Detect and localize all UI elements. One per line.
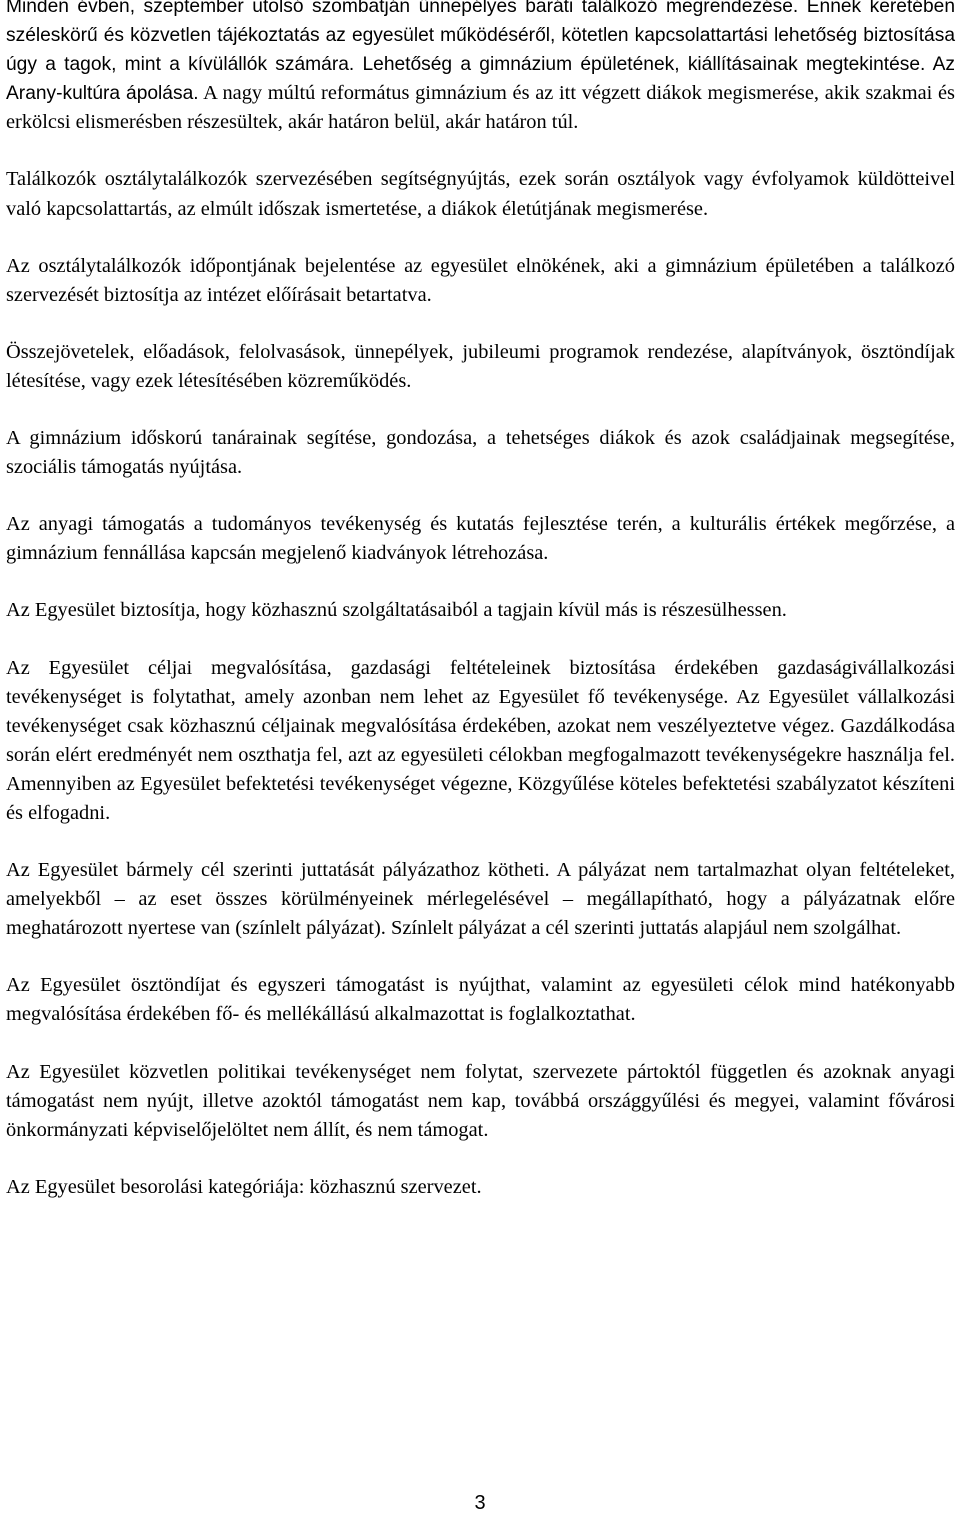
paragraph-scholarship: Az Egyesület ösztöndíjat és egyszeri támogatást is nyújthat, valamint az egyesületi célok mind hatékonyabb megvalósítása érdekében fő- és mellékállású alkalmazottat is foglalkoztathat. xyxy=(6,974,955,1026)
paragraph-public-benefit: Az Egyesület biztosítja, hogy közhasznú szolgáltatásaiból a tagjain kívül más is részesülhessen. xyxy=(6,599,787,622)
page-number: 3 xyxy=(474,1492,486,1514)
paragraph-tender: Az Egyesület bármely cél szerinti juttatását pályázathoz kötheti. A pályázat nem tartalmazhat olyan feltételeket, amelyekből – az eset összes körülményeinek mérlegelésével – megállapítható, hogy a pályázatnak előre meghatározott nyertese van (színlelt pályázat). Színlelt pályázat a cél szerinti juttatás alapjául nem szolgálhat. xyxy=(6,859,955,940)
paragraph-financial-support: Az anyagi támogatás a tudományos tevékenység és kutatás fejlesztése terén, a kulturális értékek megőrzése, a gimnázium fennállása kapcsán megjelenő kiadványok létrehozása. xyxy=(6,513,955,565)
paragraph-annual-meeting xyxy=(6,0,955,137)
paragraph-gatherings: Összejövetelek, előadások, felolvasások, ünnepélyek, jubileumi programok rendezése, alapítványok, ösztöndíjak létesítése, vagy ezek létesítésében közreműködés. xyxy=(6,340,955,392)
paragraph-annual-meeting-serif-part: A nagy múltú református gimnázium és az itt végzett diákok megismerése, akik szakmai és erkölcsi elismerésben részesültek, akár határon belül, akár határon túl. xyxy=(6,82,955,134)
paragraph-business-activity: Az Egyesület céljai megvalósítása, gazdasági feltételeinek biztosítása érdekében gazdaságivállalkozási tevékenységet is folytathat, amely azonban nem lehet az Egyesület fő tevékenysége. Az Egyesület vállalkozási tevékenységet csak közhasznú céljainak megvalósítása érdekében, azokat nem veszélyeztetve végez. Gazdálkodása során elért eredményét nem oszthatja fel, azt az egyesületi célokban megfogalmazott tevékenységekre használja fel. Amennyiben az Egyesület befektetési tevékenységet végezne, Közgyűlése köteles befektetési szabályzatot készíteni és elfogadni. xyxy=(6,656,955,824)
paragraph-reunion-dates: Az osztálytalálkozók időpontjának bejelentése az egyesület elnökének, aki a gimnázium épületében a találkozó szervezését biztosítja az intézet előírásait betartatva. xyxy=(6,254,955,306)
paragraph-classification: Az Egyesület besorolási kategóriája: közhasznú szervezet. xyxy=(6,1175,482,1198)
paragraph-annual-meeting-sans-part: Minden évben, szeptember utolsó szombatján ünnepélyes baráti találkozó megrendezése. Ennek keretében széleskörű és közvetlen tájékoztatás az egyesület működéséről, kötetlen kapcsolattartási lehetőség biztosítása úgy a tagok, mint a kívülállók számára. Lehetőség a gimnázium épületének, kiállításainak megtekintése. Az Arany-kultúra ápolása. xyxy=(6,0,955,105)
paragraph-class-reunions: Találkozók osztálytalálkozók szervezésében segítségnyújtás, ezek során osztályok vagy évfolyamok küldötteivel való kapcsolattartás, az elmúlt időszak ismertetése, a diákok életútjának megismerése. xyxy=(6,168,955,220)
paragraph-politics: Az Egyesület közvetlen politikai tevékenységet nem folytat, szervezete pártoktól független és azoknak anyagi támogatást nem nyújt, illetve azoktól támogatást nem kap, továbbá országgyűlési és megyei, valamint fővárosi önkormányzati képviselőjelöltet nem állít, és nem támogat. xyxy=(6,1060,955,1141)
paragraph-teacher-support: A gimnázium időskorú tanárainak segítése, gondozása, a tehetséges diákok és azok családjainak megsegítése, szociális támogatás nyújtása. xyxy=(6,427,955,479)
